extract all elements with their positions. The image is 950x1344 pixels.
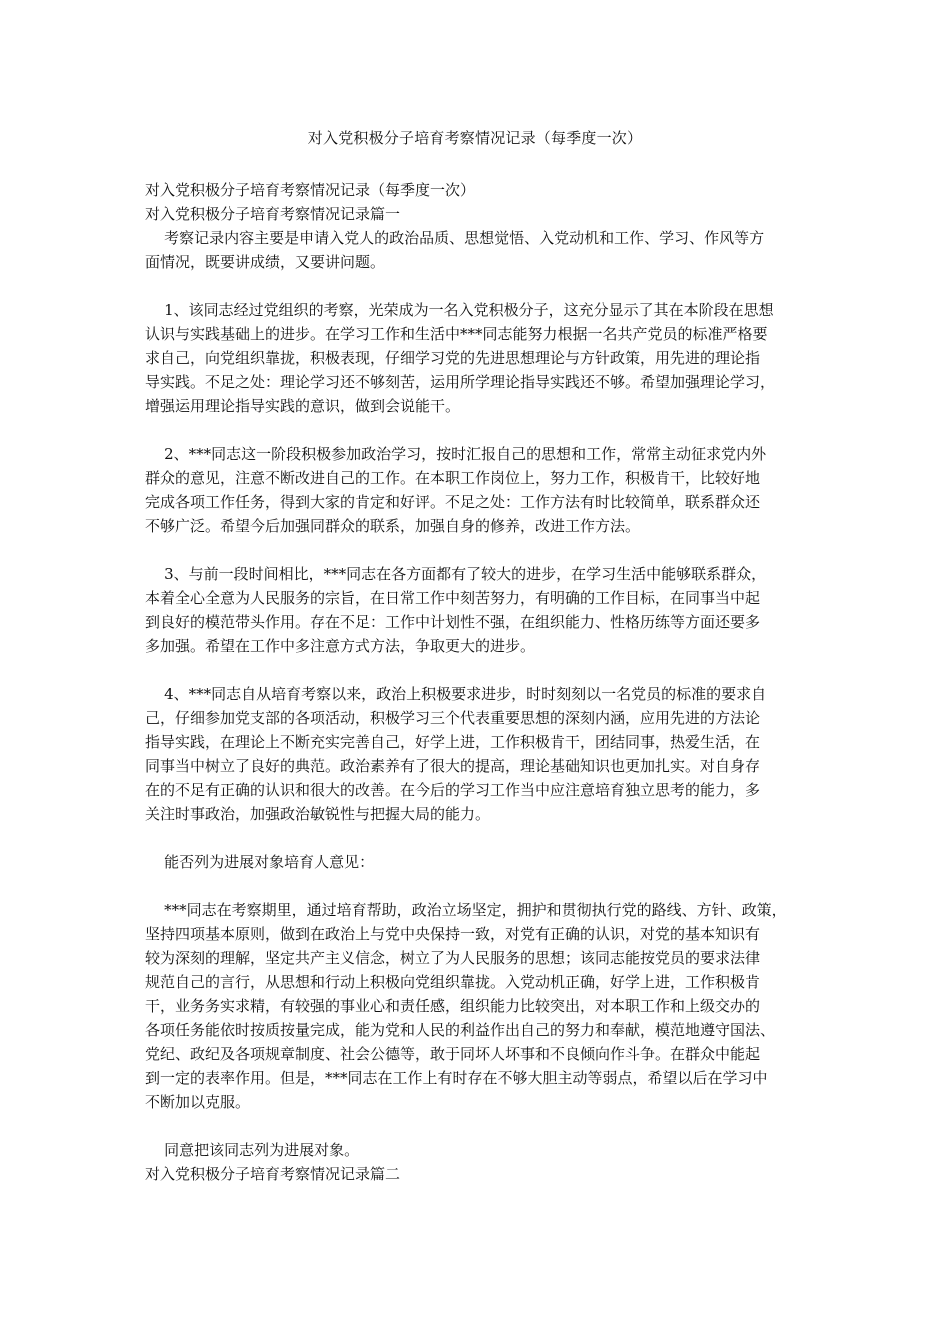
paragraph-line: 己，仔细参加党支部的各项活动，积极学习三个代表重要思想的深刻内涵，应用先进的方法论 (145, 709, 761, 727)
document-title: 对入党积极分子培育考察情况记录（每季度一次） (307, 129, 643, 147)
paragraph-line: 认识与实践基础上的进步。在学习工作和生活中***同志能努力根据一名共产党员的标准严格要 (145, 325, 768, 343)
paragraph-line: 2、***同志这一阶段积极参加政治学习，按时汇报自己的思想和工作，常常主动征求党内外 (145, 445, 767, 463)
paragraph-line: 导实践。不足之处：理论学习还不够刻苦，运用所学理论指导实践还不够。希望加强理论学习， (145, 373, 776, 391)
intro-paragraph (145, 226, 830, 274)
paragraph-line: 多加强。希望在工作中多注意方式方法，争取更大的进步。 (145, 637, 536, 655)
paragraph-line: 面情况，既要讲成绩，又要讲问题。 (145, 253, 386, 271)
paragraph-line: 同事当中树立了良好的典范。政治素养有了很大的提高，理论基础知识也更加扎实。对自身存 (145, 757, 761, 775)
opinion-paragraph (145, 898, 830, 1114)
paragraph-spacer (145, 658, 830, 682)
paragraph-line: 规范自己的言行，从思想和行动上积极向党组织靠拢。入党动机正确，好学上进，工作积极肯 (145, 973, 761, 991)
paragraph-spacer (145, 826, 830, 850)
paragraph-line: 党纪、政纪及各项规章制度、社会公德等，敢于同坏人坏事和不良倾向作斗争。在群众中能起 (145, 1045, 761, 1063)
paragraph-3 (145, 562, 830, 658)
paragraph-1 (145, 298, 830, 418)
paragraph-spacer (145, 538, 830, 562)
paragraph-line: 4、***同志自从培育考察以来，政治上积极要求进步，时时刻刻以一名党员的标准的要求自 (145, 685, 767, 703)
paragraph-line: 完成各项工作任务，得到大家的肯定和好评。不足之处：工作方法有时比较简单，联系群众还 (145, 493, 761, 511)
paragraph-line: 3、与前一段时间相比，***同志在各方面都有了较大的进步，在学习生活中能够联系群众， (145, 565, 767, 583)
paragraph-spacer (145, 1114, 830, 1138)
paragraph-line: 各项任务能依时按质按量完成，能为党和人民的利益作出自己的努力和奉献，模范地遵守国法、 (145, 1021, 776, 1039)
paragraph-line: 不断加以克服。 (145, 1093, 251, 1111)
paragraph-line: 关注时事政治，加强政治敏锐性与把握大局的能力。 (145, 805, 491, 823)
opinion-heading: 能否列为进展对象培育人意见： (145, 853, 375, 871)
paragraph-line: 到一定的表率作用。但是，***同志在工作上有时存在不够大胆主动等弱点，希望以后在学习中 (145, 1069, 768, 1087)
paragraph-line: 指导实践，在理论上不断充实完善自己，好学上进，工作积极肯干，团结同事，热爱生活，在 (145, 733, 761, 751)
paragraph-line: 干，业务务实求精，有较强的事业心和责任感，组织能力比较突出，对本职工作和上级交办的 (145, 997, 761, 1015)
agree-line: 同意把该同志列为进展对象。 (145, 1141, 360, 1159)
paragraph-line: 不够广泛。希望今后加强同群众的联系，加强自身的修养，改进工作方法。 (145, 517, 641, 535)
heading-line-2: 对入党积极分子培育考察情况记录篇一 (145, 205, 401, 223)
paragraph-line: 考察记录内容主要是申请入党人的政治品质、思想觉悟、入党动机和工作、学习、作风等方 (145, 229, 765, 247)
heading-line-3: 对入党积极分子培育考察情况记录篇二 (145, 1165, 401, 1183)
paragraph-line: 增强运用理论指导实践的意识，做到会说能干。 (145, 397, 461, 415)
paragraph-spacer (145, 874, 830, 898)
paragraph-line: 求自己，向党组织靠拢，积极表现，仔细学习党的先进思想理论与方针政策，用先进的理论指 (145, 349, 761, 367)
paragraph-line: 到良好的模范带头作用。存在不足：工作中计划性不强，在组织能力、性格历练等方面还要多 (145, 613, 761, 631)
paragraph-line: ***同志在考察期里，通过培育帮助，政治立场坚定，拥护和贯彻执行党的路线、方针、政策， (145, 901, 787, 919)
paragraph-line: 在的不足有正确的认识和很大的改善。在今后的学习工作当中应注意培育独立思考的能力，多 (145, 781, 761, 799)
paragraph-line: 较为深刻的理解，坚定共产主义信念，树立了为人民服务的思想；该同志能按党员的要求法律 (145, 949, 761, 967)
paragraph-line: 本着全心全意为人民服务的宗旨，在日常工作中刻苦努力，有明确的工作目标，在同事当中起 (145, 589, 761, 607)
paragraph-line: 1、该同志经过党组织的考察，光荣成为一名入党积极分子，这充分显示了其在本阶段在思想 (145, 301, 774, 319)
paragraph-spacer (145, 274, 830, 298)
paragraph-line: 坚持四项基本原则，做到在政治上与党中央保持一致，对党有正确的认识，对党的基本知识有 (145, 925, 761, 943)
paragraph-4 (145, 682, 830, 826)
paragraph-2 (145, 442, 830, 538)
document-body (145, 178, 830, 1186)
heading-line-1: 对入党积极分子培育考察情况记录（每季度一次） (145, 181, 476, 199)
paragraph-spacer (145, 418, 830, 442)
paragraph-line: 群众的意见，注意不断改进自己的工作。在本职工作岗位上，努力工作，积极肯干，比较好地 (145, 469, 761, 487)
